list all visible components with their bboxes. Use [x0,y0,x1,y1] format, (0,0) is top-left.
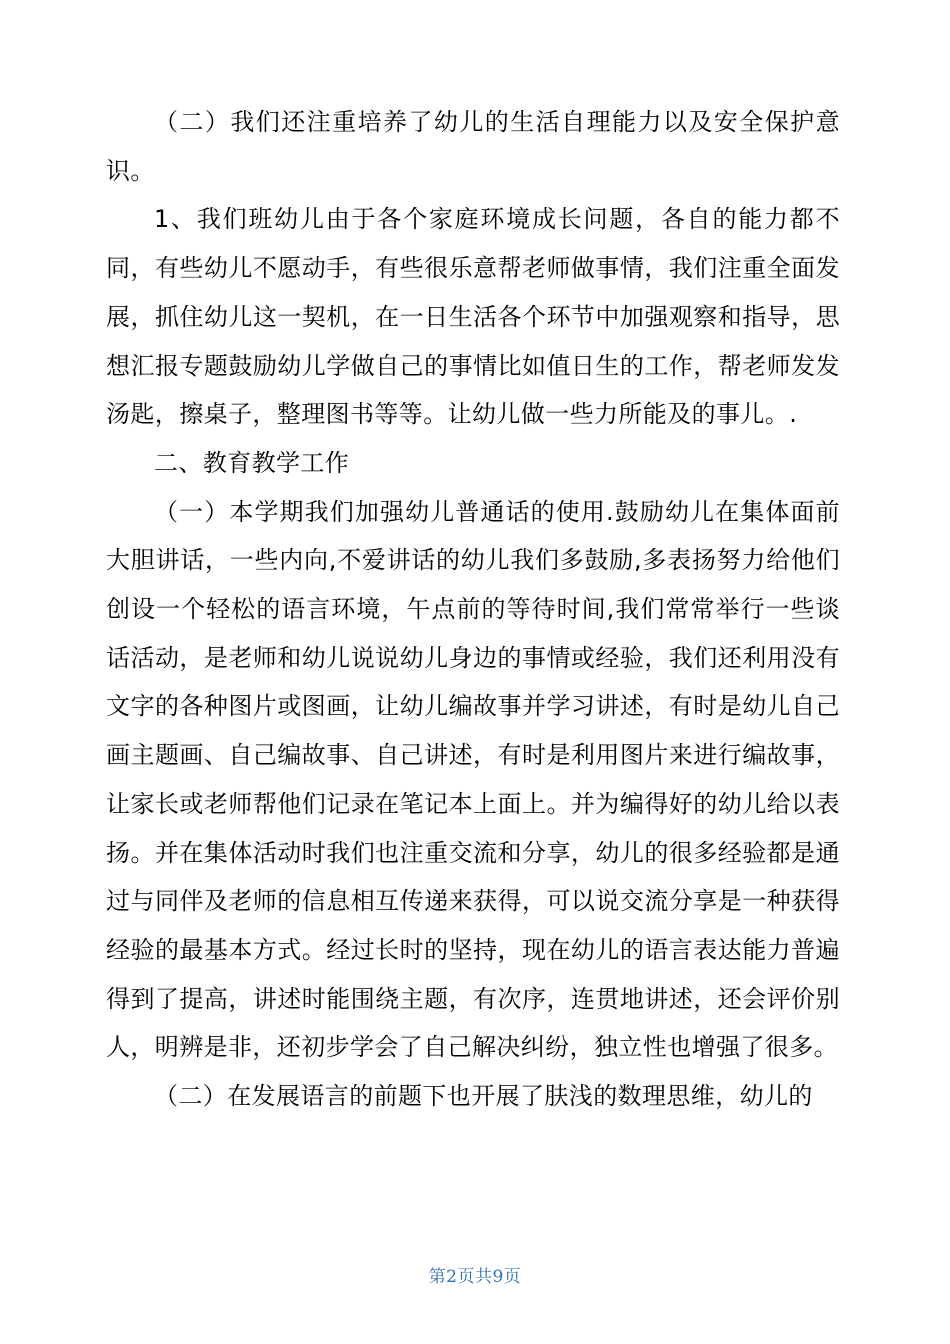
paragraph-mandarin-usage: （一）本学期我们加强幼儿普通话的使用.鼓励幼儿在集体面前大胆讲话，一些内向,不爱讲话的幼儿我们多鼓励,多表扬努力给他们创设一个轻松的语言环境，午点前的等待时间,我们常常举行一些谈话活动，是老师和幼儿说说幼儿身边的事情或经验，我们还利用没有文字的各种图片或图画，让幼儿编故事并学习讲述，有时是幼儿自己画主题画、自己编故事、自己讲述，有时是利用图片来进行编故事，让家长或老师帮他们记录在笔记本上面上。并为编得好的幼儿给以表扬。并在集体活动时我们也注重交流和分享，幼儿的很多经验都是通过与同伴及老师的信息相互传递来获得，可以说交流分享是一种获得经验的最基本方式。经过长时的坚持，现在幼儿的语言表达能力普遍得到了提高，讲述时能围绕主题，有次序，连贯地讲述，还会评价别人，明辨是非，还初步学会了自己解决纠纷，独立性也增强了很多。 [106,497,840,1062]
document-body [106,98,840,1121]
paragraph-math-thinking: （二）在发展语言的前题下也开展了肤浅的数理思维，幼儿的 [154,1082,813,1111]
paragraph-life-skills-heading: （二）我们还注重培养了幼儿的生活自理能力以及安全保护意识。 [106,108,840,185]
paragraph-life-skills-detail: 1、我们班幼儿由于各个家庭环境成长问题，各自的能力都不同，有些幼儿不愿动手，有些很乐意帮老师做事情，我们注重全面发展，抓住幼儿这一契机，在一日生活各个环节中加强观察和指导，思想汇报专题鼓励幼儿学做自己的事情比如值日生的工作，帮老师发发汤匙，擦桌子，整理图书等等。让幼儿做一些力所能及的事儿。. [106,205,840,429]
section-heading-teaching-work: 二、教育教学工作 [154,448,350,477]
page-number-footer: 第2页共9页 [428,1267,522,1287]
